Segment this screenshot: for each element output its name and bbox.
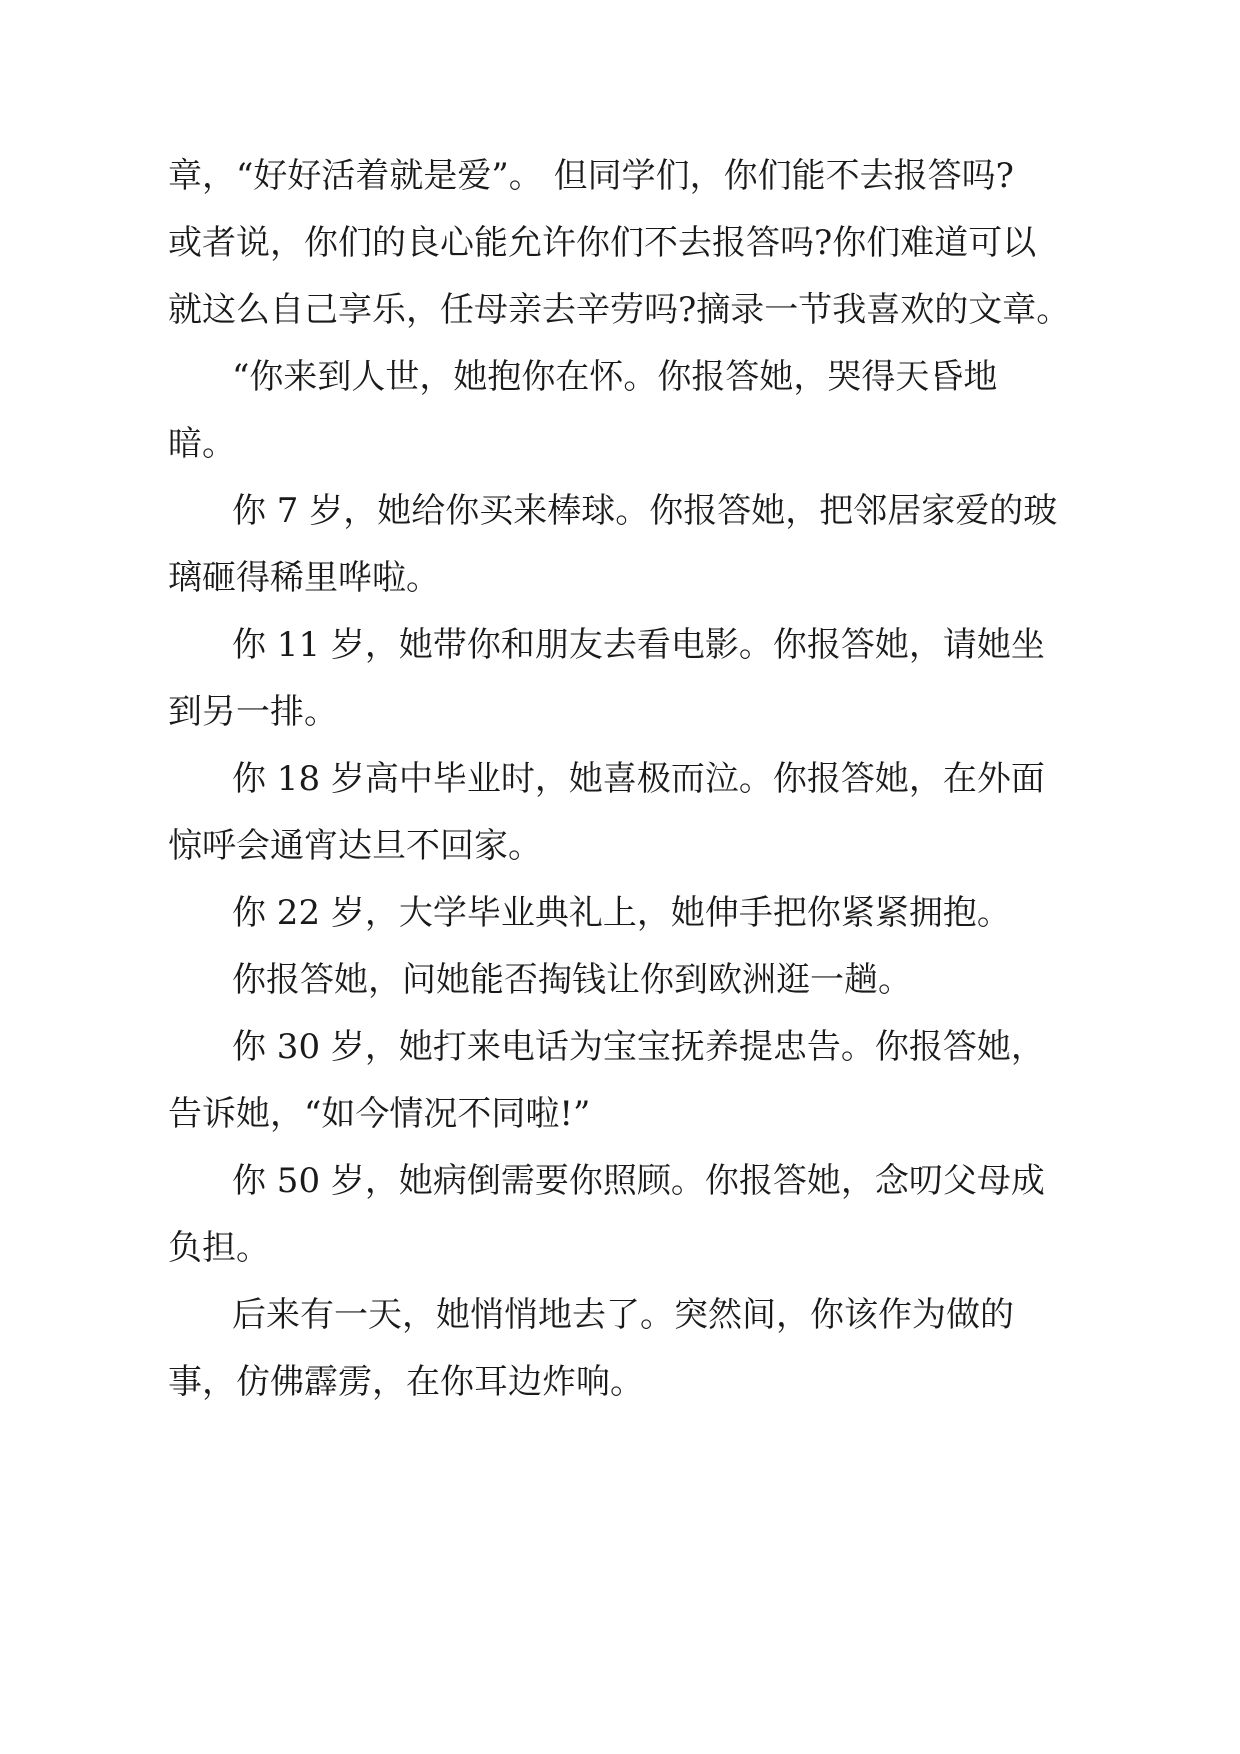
text-line: 事，仿佛霹雳，在你耳边炸响。 bbox=[168, 1362, 644, 1402]
text-line: 或者说，你们的良心能允许你们不去报答吗?你们难道可以 bbox=[168, 223, 1037, 263]
text-line: 告诉她，“如今情况不同啦!” bbox=[168, 1094, 591, 1134]
text-line: 后来有一天，她悄悄地去了。突然间，你该作为做的 bbox=[232, 1295, 1014, 1335]
text-line: 你 11 岁，她带你和朋友去看电影。你报答她，请她坐 bbox=[232, 625, 1045, 665]
text-line: 负担。 bbox=[168, 1228, 270, 1268]
text-line: 章，“好好活着就是爱”。 但同学们，你们能不去报答吗? bbox=[168, 156, 1014, 196]
text-line: 璃砸得稀里哗啦。 bbox=[168, 558, 440, 598]
text-line: 暗。 bbox=[168, 424, 236, 464]
text-line: 你 30 岁，她打来电话为宝宝抚养提忠告。你报答她， bbox=[232, 1027, 1045, 1067]
text-line: 就这么自己享乐，任母亲去辛劳吗?摘录一节我喜欢的文章。 bbox=[168, 290, 1071, 330]
text-line: 你报答她，问她能否掏钱让你到欧洲逛一趟。 bbox=[232, 960, 912, 1000]
text-line: 你 50 岁，她病倒需要你照顾。你报答她，念叨父母成 bbox=[232, 1161, 1045, 1201]
text-line: 你 7 岁，她给你买来棒球。你报答她，把邻居家爱的玻 bbox=[232, 491, 1058, 531]
text-line: 你 22 岁，大学毕业典礼上，她伸手把你紧紧拥抱。 bbox=[232, 893, 1011, 933]
text-line: 你 18 岁高中毕业时，她喜极而泣。你报答她，在外面 bbox=[232, 759, 1045, 799]
text-line: 到另一排。 bbox=[168, 692, 338, 732]
text-line: 惊呼会通宵达旦不回家。 bbox=[168, 826, 542, 866]
text-line: “你来到人世，她抱你在怀。你报答她，哭得天昏地 bbox=[232, 357, 998, 397]
